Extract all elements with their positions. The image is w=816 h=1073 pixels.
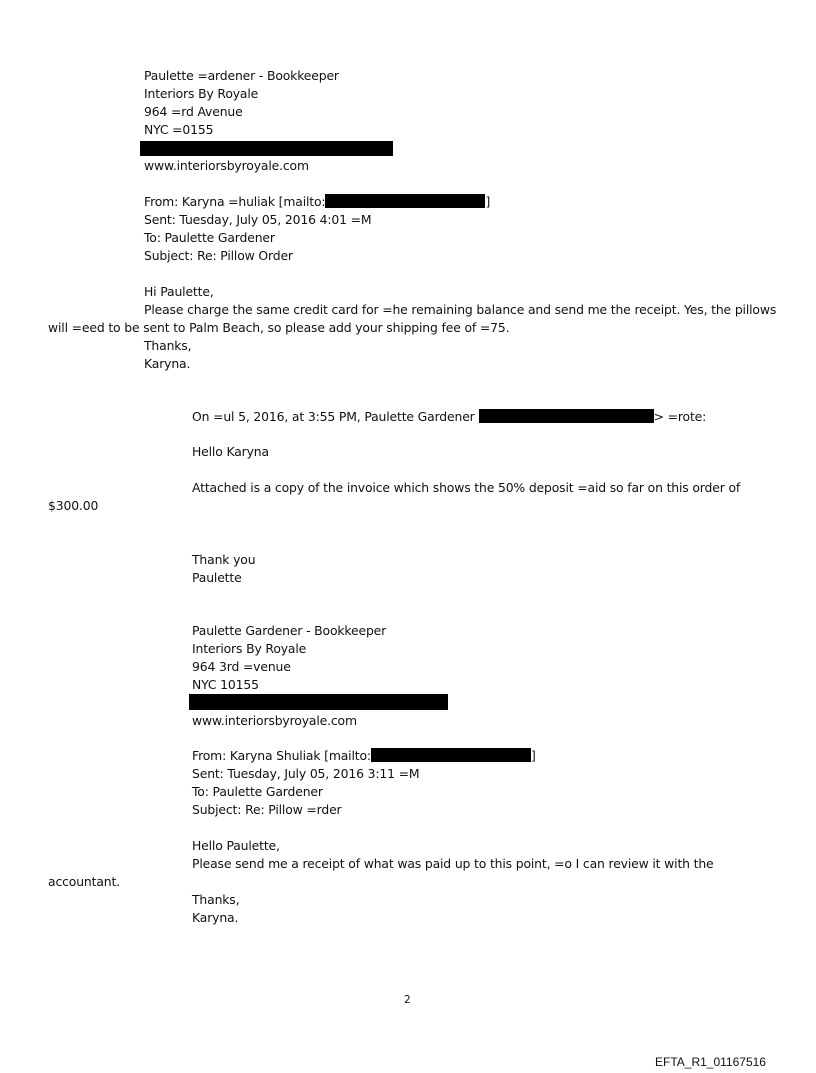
bates-number: EFTA_R1_01167516 [655, 1055, 766, 1069]
email-greeting: Hello Paulette, [192, 838, 280, 853]
quote-greeting: Hello Karyna [192, 444, 269, 459]
email-body-line: Please send me a receipt of what was paid up to this point, =o I can review it with the [192, 856, 714, 871]
quote-body-line: Attached is a copy of the invoice which shows the 50% deposit =aid so far on this order of [192, 480, 741, 495]
signature-city: NYC 10155 [192, 677, 259, 692]
email-from-line [144, 193, 490, 211]
redaction-bar [189, 694, 448, 710]
email-from-text: From: Karyna =huliak [mailto: [144, 194, 326, 209]
email-body-line: accountant. [48, 874, 120, 889]
quote-signoff: Paulette [192, 570, 242, 585]
email-body-line: Please charge the same credit card for =he remaining balance and send me the receipt. Yes, the pillows [144, 302, 777, 317]
email-to-line: To: Paulette Gardener [144, 230, 275, 245]
email-from-line [192, 747, 536, 765]
email-signoff: Karyna. [192, 910, 239, 925]
email-signoff: Karyna. [144, 356, 191, 371]
signature-address: 964 =rd Avenue [144, 104, 243, 119]
email-body-line: will =eed to be sent to Palm Beach, so please add your shipping fee of =75. [48, 320, 510, 335]
signature-website: www.interiorsbyroyale.com [144, 158, 309, 173]
signature-company: Interiors By Royale [144, 86, 259, 101]
email-from-text: From: Karyna Shuliak [mailto: [192, 748, 371, 763]
email-from-close: ] [530, 748, 536, 763]
redaction-bar [325, 194, 485, 208]
redaction-bar [140, 141, 393, 156]
email-sent-line: Sent: Tuesday, July 05, 2016 3:11 =M [192, 766, 420, 781]
signature-address: 964 3rd =venue [192, 659, 291, 674]
email-sent-line: Sent: Tuesday, July 05, 2016 4:01 =M [144, 212, 372, 227]
signature-company: Interiors By Royale [192, 641, 307, 656]
quote-body-line: $300.00 [48, 498, 99, 513]
signature-website: www.interiorsbyroyale.com [192, 713, 357, 728]
page-number: 2 [404, 994, 411, 1006]
email-greeting: Hi Paulette, [144, 284, 214, 299]
email-subject-line: Subject: Re: Pillow =rder [192, 802, 342, 817]
signature-city: NYC =0155 [144, 122, 214, 137]
quote-header-suffix: > =rote: [653, 409, 707, 424]
quote-header-line [192, 408, 706, 426]
email-from-close: ] [485, 194, 491, 209]
signature-name: Paulette Gardener - Bookkeeper [192, 623, 387, 638]
email-to-line: To: Paulette Gardener [192, 784, 323, 799]
email-closing: Thanks, [192, 892, 240, 907]
redaction-bar [371, 748, 531, 762]
signature-name: Paulette =ardener - Bookkeeper [144, 68, 339, 83]
email-subject-line: Subject: Re: Pillow Order [144, 248, 293, 263]
email-closing: Thanks, [144, 338, 192, 353]
redaction-bar [479, 409, 654, 423]
quote-header-text: On =ul 5, 2016, at 3:55 PM, Paulette Gardener [192, 409, 475, 424]
quote-closing: Thank you [192, 552, 256, 567]
